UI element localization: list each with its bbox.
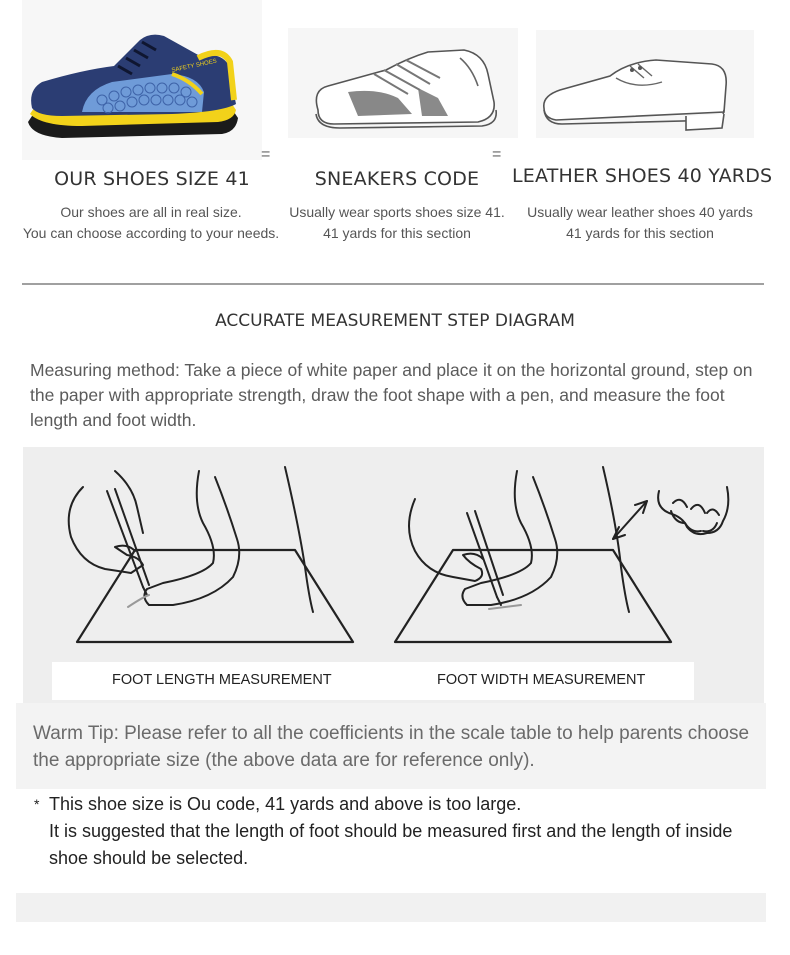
desc-line: 41 yards for this section (566, 225, 714, 241)
measurement-label-bar (52, 662, 694, 700)
equals-sign-1: = (261, 146, 271, 163)
desc-line: You can choose according to your needs. (22, 225, 280, 241)
note-line-1: This shoe size is Ou code, 41 yards and above is too large. (49, 794, 522, 814)
measuring-method-text: Measuring method: Take a piece of white paper and place it on the horizontal ground, step on the paper with appropriate strength, draw the foot shape with a pen, and measure the foot length and foot width. (30, 360, 753, 430)
column-title-leather: LEATHER SHOES 40 YARDS (512, 165, 773, 187)
column-title-sneakers: SNEAKERS CODE (314, 168, 480, 190)
section-divider (22, 283, 764, 285)
safety-shoe-image (22, 0, 262, 160)
column-title-our-shoes: OUR SHOES SIZE 41 (54, 168, 250, 190)
desc-line: 41 yards for this section (323, 225, 471, 241)
note-star: * (34, 796, 40, 812)
desc-line: Usually wear sports shoes size 41. (289, 204, 505, 220)
desc-line: Our shoes are all in real size. (60, 204, 242, 220)
column-desc-our-shoes (16, 202, 286, 244)
foot-width-label: FOOT WIDTH MEASUREMENT (437, 672, 646, 688)
desc-line: Usually wear leather shoes 40 yards (527, 204, 753, 220)
shoe-brand-text: SAFETY SHOES (171, 58, 218, 74)
column-desc-sneakers (282, 202, 512, 244)
measurement-title: ACCURATE MEASUREMENT STEP DIAGRAM (215, 311, 575, 331)
column-desc-leather (512, 202, 768, 244)
equals-sign-2: = (492, 146, 502, 163)
sneaker-sketch-image (288, 28, 518, 138)
bottom-band (16, 893, 766, 922)
foot-length-label: FOOT LENGTH MEASUREMENT (112, 672, 332, 688)
leather-shoe-sketch-image (536, 30, 754, 138)
warm-tip-text: Warm Tip: Please refer to all the coefficients in the scale table to help parents choose the appropriate size (the above data are for reference only). (33, 723, 750, 771)
note-line-2: It is suggested that the length of foot should be measured first and the length of inside shoe should be selected. (49, 821, 733, 868)
size-note (49, 791, 769, 872)
